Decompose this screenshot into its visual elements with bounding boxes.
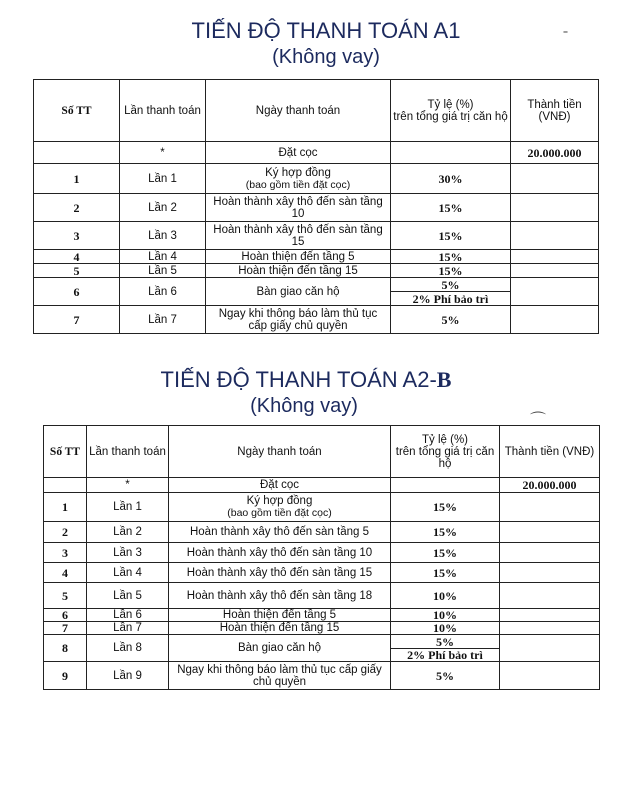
row-thanhtien xyxy=(500,635,600,662)
section2-title xyxy=(0,367,620,393)
row-ngay-main: Ký hợp đồng xyxy=(246,495,313,507)
table-row xyxy=(34,306,599,334)
table-row xyxy=(34,194,599,222)
table-row xyxy=(44,493,600,522)
row-lan: Lần 4 xyxy=(87,563,169,583)
header-lan: Lần thanh toán xyxy=(87,426,169,478)
payment-table-a1 xyxy=(33,79,599,334)
row-ngay-note: (bao gồm tiền đặt cọc) xyxy=(245,178,351,191)
row-tyle: 15% xyxy=(391,543,500,563)
header-tyle xyxy=(391,80,511,142)
header-tyle-line1: Tỷ lệ (%) xyxy=(422,433,468,446)
table-row xyxy=(34,264,599,278)
row-thanhtien xyxy=(500,622,600,635)
row-tyle: 5% xyxy=(391,635,500,649)
row-stt: 3 xyxy=(44,543,87,563)
row-lan: Lần 9 xyxy=(87,662,169,690)
row-lan: Lần 6 xyxy=(120,278,206,306)
row-ngay: Hoàn thiện đến tầng 5 xyxy=(169,609,391,622)
table-row xyxy=(44,635,600,649)
row-stt: 6 xyxy=(34,278,120,306)
row-stt: 3 xyxy=(34,222,120,250)
row-thanhtien xyxy=(500,522,600,543)
row-thanhtien xyxy=(511,222,599,250)
row-thanhtien xyxy=(511,278,599,306)
row-stt: 1 xyxy=(44,493,87,522)
row-ngay: Hoàn thành xây thô đến sàn tầng 10 xyxy=(206,194,391,222)
row-ngay-main: Ký hợp đồng xyxy=(265,166,331,179)
row-lan: Lần 3 xyxy=(120,222,206,250)
row-stt: 7 xyxy=(34,306,120,334)
row-stt: 1 xyxy=(34,164,120,194)
row-ngay: Hoàn thiện đến tầng 15 xyxy=(169,622,391,635)
deposit-label: Đặt cọc xyxy=(169,478,391,493)
row-tyle: 15% xyxy=(391,194,511,222)
row-ngay: Hoàn thành xây thô đến sàn tầng 18 xyxy=(169,583,391,609)
table-row xyxy=(44,622,600,635)
row-thanhtien xyxy=(511,250,599,264)
row-tyle: 15% xyxy=(391,250,511,264)
row-stt: 2 xyxy=(34,194,120,222)
table-row xyxy=(44,543,600,563)
row-thanhtien xyxy=(511,306,599,334)
payment-table-a2b xyxy=(43,425,600,690)
row-ngay: Bàn giao căn hộ xyxy=(206,278,391,306)
deposit-row xyxy=(44,478,600,493)
row-lan: Lần 4 xyxy=(120,250,206,264)
row-ngay: Hoàn thành xây thô đến sàn tầng 15 xyxy=(169,563,391,583)
row-ngay: Hoàn thành xây thô đến sàn tầng 10 xyxy=(169,543,391,563)
deposit-tyle-empty xyxy=(391,142,511,164)
row-ngay: Bàn giao căn hộ xyxy=(169,635,391,662)
header-tyle xyxy=(391,426,500,478)
header-stt: Số TT xyxy=(34,80,120,142)
row-thanhtien xyxy=(511,164,599,194)
deposit-tyle-empty xyxy=(391,478,500,493)
deposit-label: Đặt cọc xyxy=(206,142,391,164)
row-tyle: 15% xyxy=(391,563,500,583)
row-thanhtien xyxy=(500,583,600,609)
row-thanhtien xyxy=(500,563,600,583)
header-tyle-line1: Tỷ lệ (%) xyxy=(427,98,474,111)
row-stt: 5 xyxy=(44,583,87,609)
pen-mark-icon: ˉ xyxy=(562,30,569,46)
deposit-stt: * xyxy=(87,478,169,493)
header-ngay: Ngày thanh toán xyxy=(169,426,391,478)
row-tyle: 10% xyxy=(391,622,500,635)
row-lan: Lần 8 xyxy=(87,635,169,662)
row-lan: Lần 2 xyxy=(87,522,169,543)
row-tyle-extra: 2% Phí bảo trì xyxy=(391,649,500,662)
table-row xyxy=(44,662,600,690)
row-tyle: 10% xyxy=(391,609,500,622)
header-ngay: Ngày thanh toán xyxy=(206,80,391,142)
row-tyle: 5% xyxy=(391,306,511,334)
row-stt: 5 xyxy=(34,264,120,278)
table-row xyxy=(34,222,599,250)
table-row xyxy=(34,164,599,194)
section1-subtitle: (Không vay) xyxy=(272,46,380,68)
row-ngay: Hoàn thành xây thô đến sàn tầng 15 xyxy=(206,222,391,250)
row-stt: 2 xyxy=(44,522,87,543)
deposit-amount: 20.000.000 xyxy=(511,142,599,164)
table-row xyxy=(44,583,600,609)
row-thanhtien xyxy=(500,543,600,563)
row-ngay: Ngay khi thông báo làm thủ tục cấp giấy chủ quyền xyxy=(169,662,391,690)
row-lan: Lần 1 xyxy=(87,493,169,522)
row-thanhtien xyxy=(500,609,600,622)
row-stt: 9 xyxy=(44,662,87,690)
table-header-row xyxy=(44,426,600,478)
table-row xyxy=(44,522,600,543)
row-tyle: 10% xyxy=(391,583,500,609)
row-lan: Lần 2 xyxy=(120,194,206,222)
row-lan: Lần 1 xyxy=(120,164,206,194)
row-tyle: 5% xyxy=(391,662,500,690)
table-row xyxy=(34,250,599,264)
row-ngay xyxy=(206,164,391,194)
row-lan: Lần 7 xyxy=(120,306,206,334)
table-row xyxy=(44,609,600,622)
header-stt: Số TT xyxy=(44,426,87,478)
header-thanhtien: Thành tiền (VNĐ) xyxy=(500,426,600,478)
row-thanhtien xyxy=(511,264,599,278)
row-tyle: 30% xyxy=(391,164,511,194)
row-tyle: 15% xyxy=(391,264,511,278)
header-lan: Lần thanh toán xyxy=(120,80,206,142)
header-thanhtien: Thành tiền (VNĐ) xyxy=(511,80,599,142)
row-ngay: Hoàn thiện đến tầng 5 xyxy=(206,250,391,264)
deposit-amount: 20.000.000 xyxy=(500,478,600,493)
deposit-row xyxy=(34,142,599,164)
section2-subtitle: (Không vay) xyxy=(250,395,358,417)
row-ngay xyxy=(169,493,391,522)
header-tyle-line2: trên tổng giá trị căn hộ xyxy=(395,445,495,470)
table-header-row xyxy=(34,80,599,142)
row-tyle: 15% xyxy=(391,222,511,250)
table-row xyxy=(44,563,600,583)
row-stt: 4 xyxy=(44,563,87,583)
row-lan: Lần 5 xyxy=(120,264,206,278)
deposit-stt-empty xyxy=(44,478,87,493)
table-row xyxy=(34,278,599,292)
row-tyle-extra: 2% Phí bảo trì xyxy=(391,292,511,306)
deposit-stt: * xyxy=(120,142,206,164)
row-tyle: 15% xyxy=(391,493,500,522)
row-thanhtien xyxy=(500,662,600,690)
row-ngay: Hoàn thành xây thô đến sàn tầng 5 xyxy=(169,522,391,543)
row-lan: Lần 3 xyxy=(87,543,169,563)
row-ngay: Hoàn thiện đến tầng 15 xyxy=(206,264,391,278)
header-tyle-line2: trên tổng giá trị căn hộ xyxy=(393,110,508,123)
row-stt: 6 xyxy=(44,609,87,622)
section1-title: TIẾN ĐỘ THANH TOÁN A1 xyxy=(191,18,461,43)
row-stt: 8 xyxy=(44,635,87,662)
row-thanhtien xyxy=(500,493,600,522)
row-ngay-note: (bao gồm tiền đặt cọc) xyxy=(227,507,332,519)
row-lan: Lần 7 xyxy=(87,622,169,635)
row-tyle: 15% xyxy=(391,522,500,543)
row-ngay: Ngay khi thông báo làm thủ tục cấp giấy chủ quyền xyxy=(206,306,391,334)
section2-title-suffix: B xyxy=(436,367,452,392)
row-stt: 7 xyxy=(44,622,87,635)
pen-stroke-icon: ⌒ xyxy=(530,410,547,429)
row-lan: Lần 5 xyxy=(87,583,169,609)
row-tyle: 5% xyxy=(391,278,511,292)
deposit-stt-empty xyxy=(34,142,120,164)
row-lan: Lần 6 xyxy=(87,609,169,622)
section2-title-main: TIẾN ĐỘ THANH TOÁN A2- xyxy=(160,367,437,392)
row-thanhtien xyxy=(511,194,599,222)
row-stt: 4 xyxy=(34,250,120,264)
